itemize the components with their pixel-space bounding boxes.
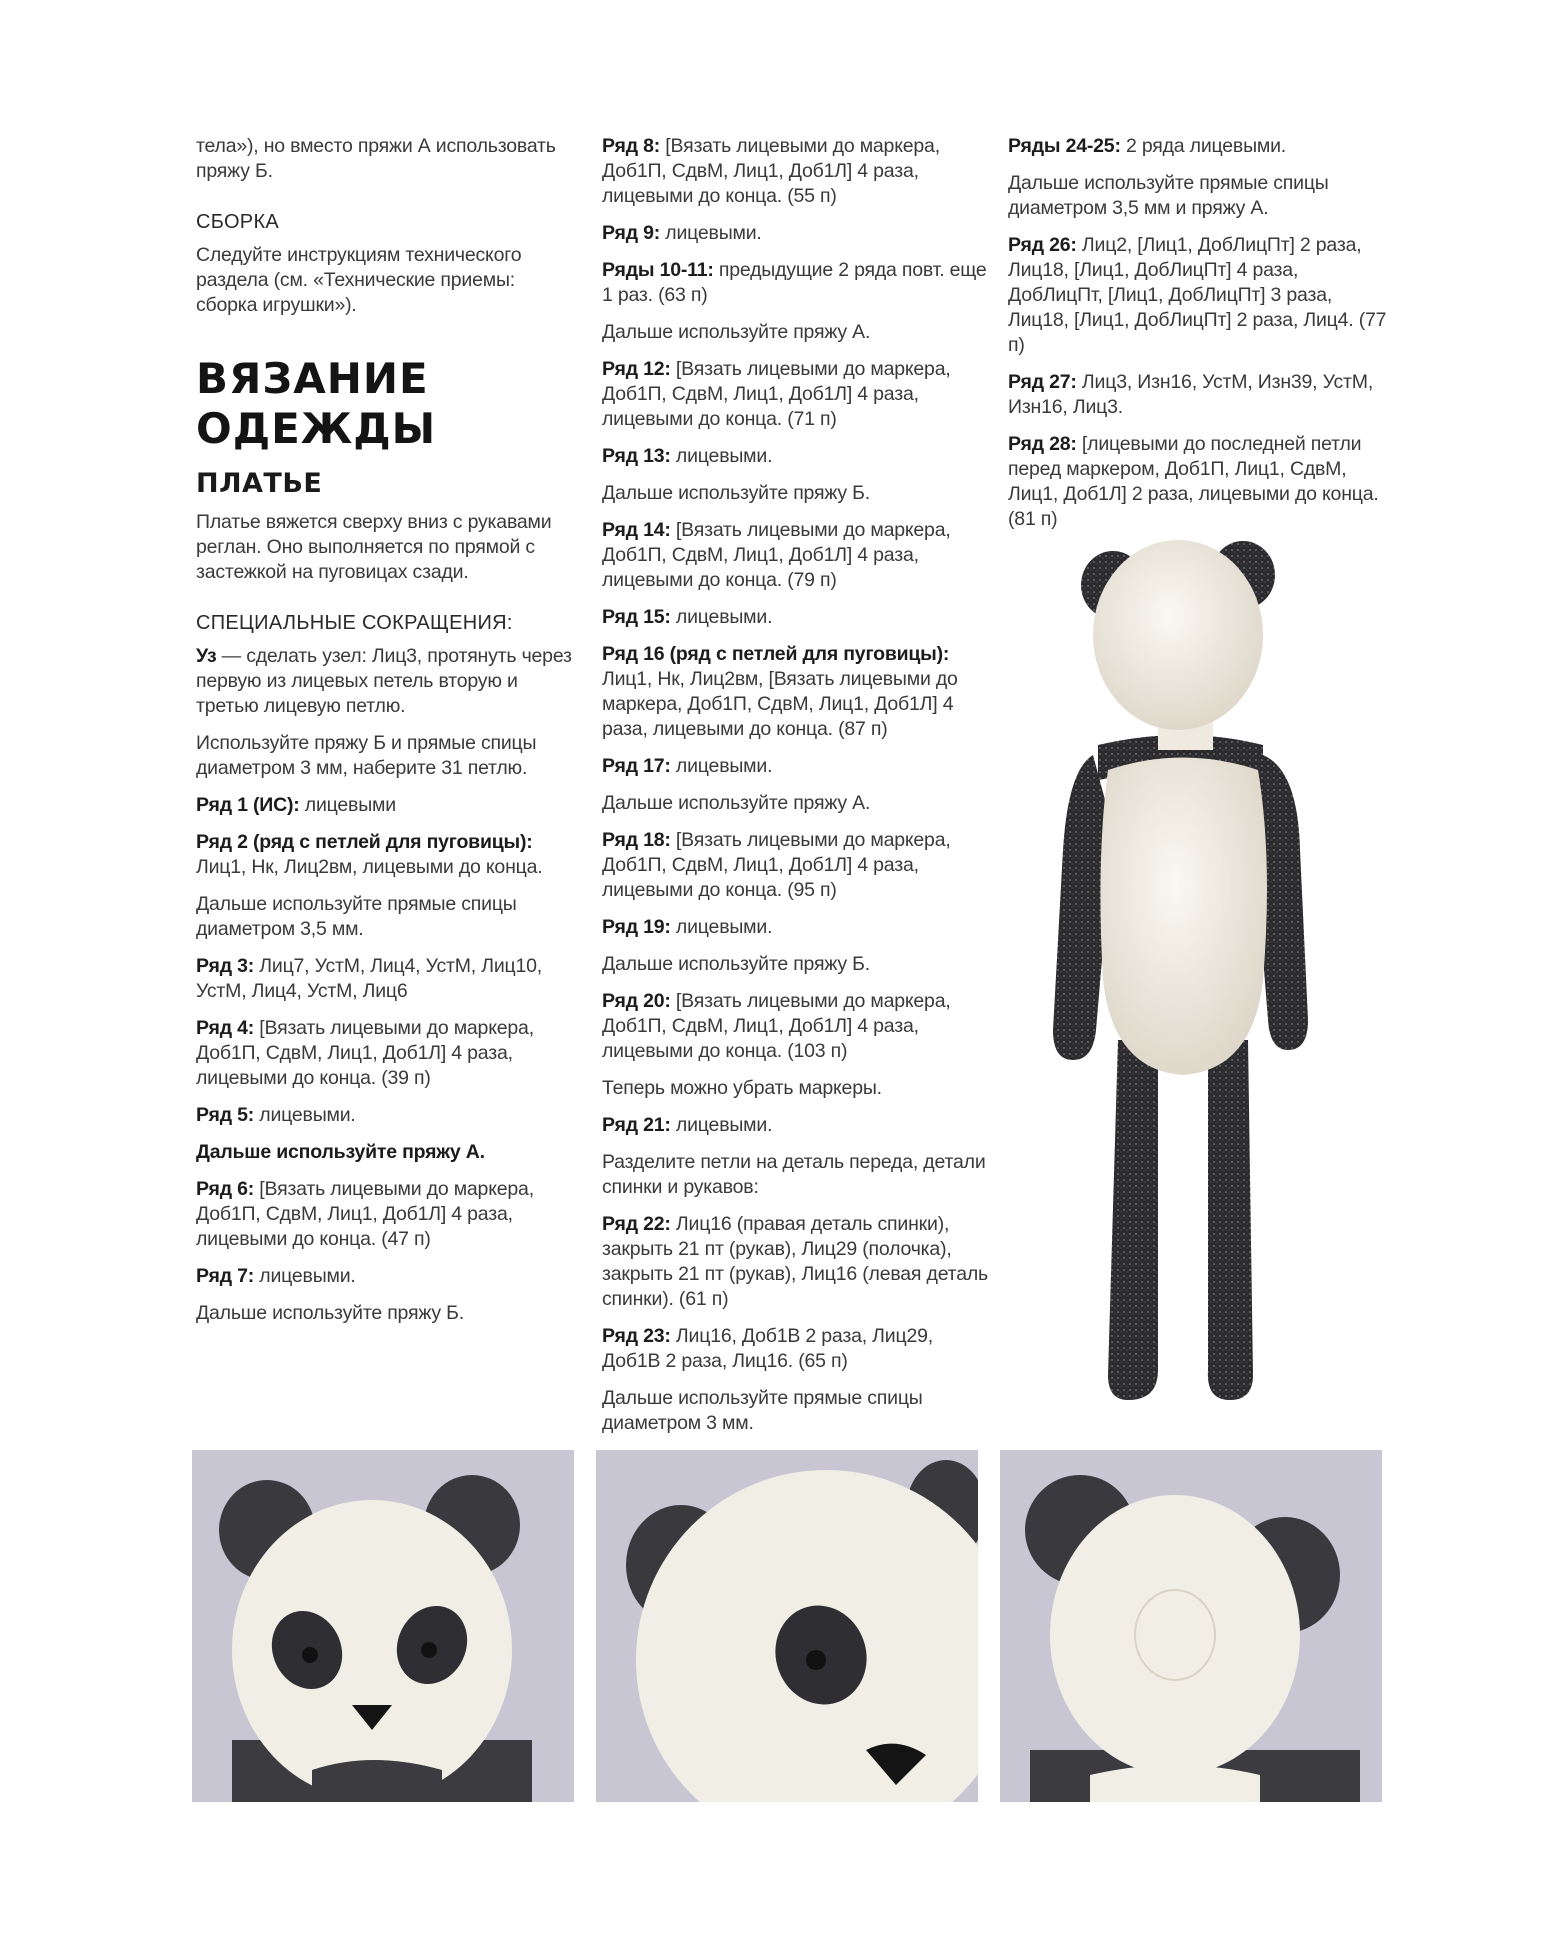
row-text: лицевыми. [670, 606, 773, 628]
row-label: Ряд 15: [602, 606, 671, 628]
row-label: Ряд 5: [196, 1104, 255, 1126]
row-label: Ряд 23: [602, 1325, 671, 1347]
row-text: лицевыми. [670, 916, 773, 938]
row-label: Ряды 10-11: [602, 259, 714, 281]
row-1 [196, 793, 576, 818]
row-label: Ряд 27: [1008, 371, 1077, 393]
row-28 [1008, 432, 1388, 532]
cast-on-text: Используйте пряжу Б и прямые спицы диаметром 3 мм, наберите 31 петлю. [196, 732, 537, 779]
row-text: [Вязать лицевыми до маркера, Доб1П, СдвМ, Лиц1, Доб1Л] 4 раза, лицевыми до конца. (95 п) [602, 829, 951, 901]
row-12 [602, 357, 992, 432]
row-label: Ряд 6: [196, 1178, 255, 1200]
panda-toy-illustration [1008, 530, 1388, 1420]
row-text: лицевыми [299, 794, 396, 816]
dress-description: Платье вяжется сверху вниз с рукавами реглан. Оно выполняется по прямой с застежкой на пуговицах сзади. [196, 511, 552, 583]
row-text: лицевыми. [670, 1114, 773, 1136]
row-5 [196, 1103, 576, 1128]
row-22 [602, 1212, 992, 1312]
row-16 [602, 642, 992, 742]
rows-10-11 [602, 258, 992, 308]
row-label: Ряд 1 (ИС): [196, 794, 300, 816]
divide-text: Разделите петли на деталь переда, детали спинки и рукавов: [602, 1151, 986, 1198]
row-label: Ряд 3: [196, 955, 255, 977]
row-label: Ряд 9: [602, 222, 661, 244]
row-17 [602, 754, 992, 779]
row-label: Ряд 7: [196, 1265, 255, 1287]
yarn-a-bold: Дальше используйте пряжу А. [196, 1141, 485, 1163]
row-label: Ряд 19: [602, 916, 671, 938]
abbr-uz-term: Уз [196, 645, 217, 667]
row-text: [Вязать лицевыми до маркера, Доб1П, СдвМ, Лиц1, Доб1Л] 4 раза, лицевыми до конца. (71 п) [602, 358, 951, 430]
panda-toy-photo [1008, 530, 1388, 1420]
row-text: Лиц16 (правая деталь спинки), закрыть 21 пт (рукав), Лиц29 (полочка), закрыть 21 пт (рукав), Лиц16 (левая деталь спинки). (61 п) [602, 1213, 988, 1310]
row-label: Ряд 22: [602, 1213, 671, 1235]
row-20 [602, 989, 992, 1064]
row-text: Лиц7, УстМ, Лиц4, УстМ, Лиц10, УстМ, Лиц4, УстМ, Лиц6 [196, 955, 543, 1002]
remove-markers-text: Теперь можно убрать маркеры. [602, 1077, 882, 1099]
row-23 [602, 1324, 992, 1374]
row-text: [лицевыми до последней петли перед маркером, Доб1П, Лиц1, СдвМ, Лиц1, Доб1Л] 2 раза, лицевыми до конца. (81 п) [1008, 433, 1379, 530]
row-label: Ряды 24-25: [1008, 135, 1121, 157]
needles-35-text: Дальше используйте прямые спицы диаметром 3,5 мм. [196, 893, 517, 940]
row-8 [602, 134, 992, 209]
row-text: [Вязать лицевыми до маркера, Доб1П, СдвМ, Лиц1, Доб1Л] 4 раза, лицевыми до конца. (39 п) [196, 1017, 534, 1089]
section-subheading: ПЛАТЬЕ [196, 468, 323, 499]
section-heading: ВЯЗАНИЕ ОДЕЖДЫ [196, 354, 437, 453]
row-14 [602, 518, 992, 593]
row-label: Ряд 20: [602, 990, 671, 1012]
row-label: Ряд 13: [602, 445, 671, 467]
row-label: Ряд 21: [602, 1114, 671, 1136]
row-2 [196, 830, 576, 880]
row-27 [1008, 370, 1388, 420]
row-19 [602, 915, 992, 940]
row-6 [196, 1177, 576, 1252]
panda-face-side-illustration [596, 1450, 978, 1802]
row-label: Ряд 4: [196, 1017, 255, 1039]
panda-head-back-illustration [1000, 1450, 1382, 1802]
column-3 [1008, 134, 1388, 544]
row-text: [Вязать лицевыми до маркера, Доб1П, СдвМ, Лиц1, Доб1Л] 4 раза, лицевыми до конца. (55 п) [602, 135, 940, 207]
row-26 [1008, 233, 1388, 358]
rows-24-25 [1008, 134, 1388, 159]
row-text: 2 ряда лицевыми. [1120, 135, 1287, 157]
needles-35a-text: Дальше используйте прямые спицы диаметром 3,5 мм и пряжу А. [1008, 172, 1329, 219]
row-text: лицевыми. [254, 1265, 356, 1287]
intro-text: тела»), но вместо пряжи А использовать пряжу Б. [196, 135, 556, 182]
row-label: Ряд 26: [1008, 234, 1077, 256]
row-label: Ряд 2 (ряд с петлей для пуговицы): [196, 831, 533, 853]
row-18 [602, 828, 992, 903]
row-3 [196, 954, 576, 1004]
row-label: Ряд 18: [602, 829, 671, 851]
assembly-label: СБОРКА [196, 211, 280, 233]
abbr-uz-text: — сделать узел: Лиц3, протянуть через первую из лицевых петель вторую и третью лицевую петлю. [196, 645, 572, 717]
row-text: Лиц2, [Лиц1, ДобЛицПт] 2 раза, Лиц18, [Лиц1, ДобЛицПт] 4 раза, ДобЛицПт, [Лиц1, ДобЛицПт] 3 раза, Лиц18, [Лиц1, ДобЛицПт] 2 раза, Лиц4. (77 п) [1008, 234, 1387, 356]
panda-face-side-photo [596, 1450, 978, 1802]
column-1 [196, 134, 576, 1338]
yarn-b-text: Дальше используйте пряжу Б. [602, 953, 870, 975]
yarn-a-text: Дальше используйте пряжу А. [602, 792, 871, 814]
row-text: лицевыми. [660, 222, 762, 244]
row-label: Ряд 8: [602, 135, 661, 157]
panda-head-back-photo [1000, 1450, 1382, 1802]
row-21 [602, 1113, 992, 1138]
row-text: лицевыми. [670, 445, 773, 467]
row-label: Ряд 14: [602, 519, 671, 541]
row-15 [602, 605, 992, 630]
panda-face-front-illustration [192, 1450, 574, 1802]
needles-3-text: Дальше используйте прямые спицы диаметром 3 мм. [602, 1387, 923, 1434]
row-text: [Вязать лицевыми до маркера, Доб1П, СдвМ, Лиц1, Доб1Л] 4 раза, лицевыми до конца. (79 п) [602, 519, 951, 591]
row-text: Лиц1, Нк, Лиц2вм, [Вязать лицевыми до маркера, Доб1П, СдвМ, Лиц1, Доб1Л] 4 раза, лицевыми до конца. (87 п) [602, 668, 958, 740]
row-text: лицевыми. [670, 755, 773, 777]
column-2 [602, 134, 992, 1448]
row-text: [Вязать лицевыми до маркера, Доб1П, СдвМ, Лиц1, Доб1Л] 4 раза, лицевыми до конца. (47 п) [196, 1178, 534, 1250]
row-4 [196, 1016, 576, 1091]
row-text: Лиц16, Доб1В 2 раза, Лиц29, Доб1В 2 раза, Лиц16. (65 п) [602, 1325, 933, 1372]
row-label: Ряд 28: [1008, 433, 1077, 455]
row-text: [Вязать лицевыми до маркера, Доб1П, СдвМ, Лиц1, Доб1Л] 4 раза, лицевыми до конца. (103 п) [602, 990, 951, 1062]
row-7 [196, 1264, 576, 1289]
panda-face-front-photo [192, 1450, 574, 1802]
yarn-a-text: Дальше используйте пряжу А. [602, 321, 871, 343]
special-abbreviations-label: СПЕЦИАЛЬНЫЕ СОКРАЩЕНИЯ: [196, 612, 513, 634]
yarn-b-text: Дальше используйте пряжу Б. [196, 1302, 464, 1324]
row-label: Ряд 16 (ряд с петлей для пуговицы): [602, 643, 950, 665]
row-text: Лиц1, Нк, Лиц2вм, лицевыми до конца. [196, 856, 543, 878]
row-9 [602, 221, 992, 246]
assembly-text: Следуйте инструкциям технического раздела (см. «Технические приемы: сборка игрушки»). [196, 244, 522, 316]
yarn-b-text: Дальше используйте пряжу Б. [602, 482, 870, 504]
row-text: Лиц3, Изн16, УстМ, Изн39, УстМ, Изн16, Лиц3. [1008, 371, 1374, 418]
row-text: лицевыми. [254, 1104, 356, 1126]
row-label: Ряд 12: [602, 358, 671, 380]
row-label: Ряд 17: [602, 755, 671, 777]
abbr-uz [196, 644, 576, 719]
row-text: предыдущие 2 ряда повт. еще 1 раз. (63 п) [602, 259, 987, 306]
row-13 [602, 444, 992, 469]
